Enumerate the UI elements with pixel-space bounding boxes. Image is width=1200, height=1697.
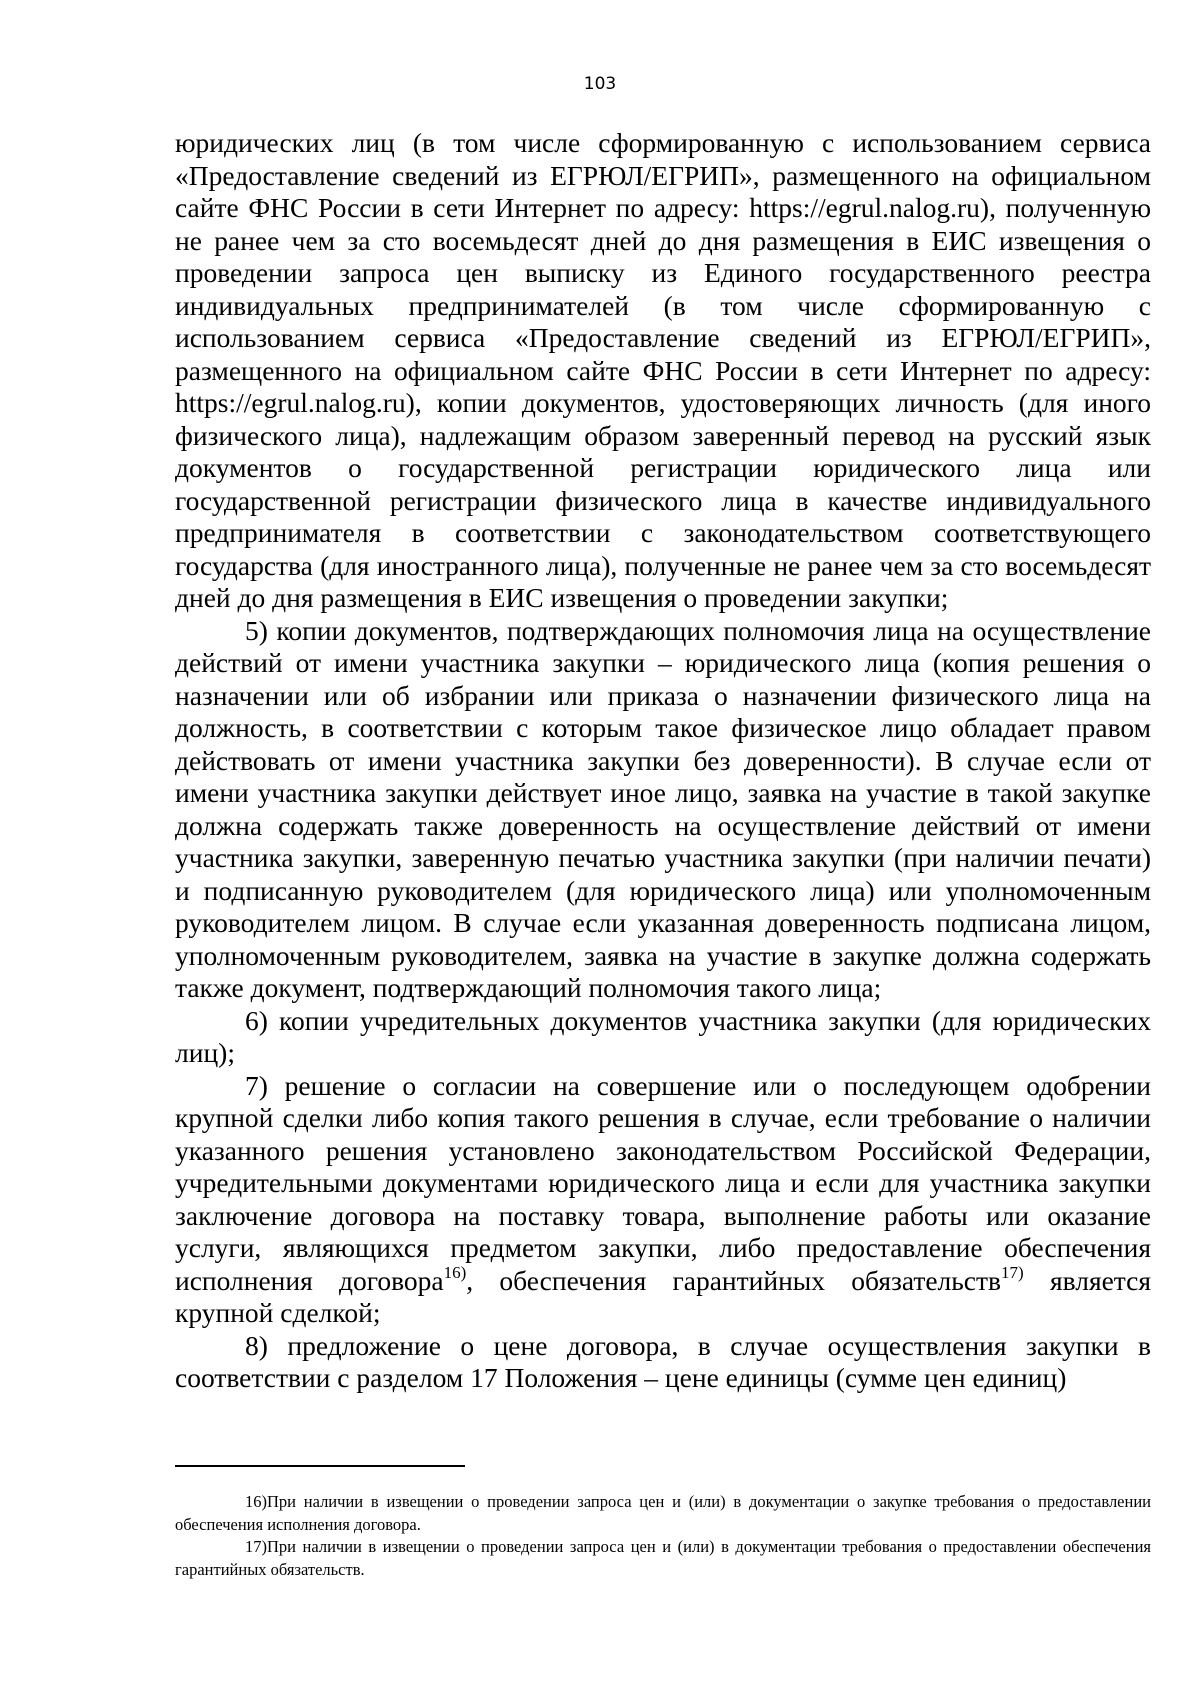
footnotes	[175, 1491, 1151, 1581]
footnote-ref-17[interactable]: 17)	[1001, 1262, 1024, 1282]
document-body	[175, 127, 1151, 1395]
paragraph-item-7	[175, 1070, 1151, 1330]
paragraph-item-7-text: 7) решение о согласии на совершение или о последующем одобрении крупной сделки либо копия такого решения в случае, если требование о наличии указанного решения установлено законодательством Российской Федерации, учредительными документами юридического лица и если для участника закупки заключение договора на поставку товара, выполнение работы или оказание услуги, являющихся предметом закупки, либо предоставление обеспечения исполнения договора	[175, 1069, 1151, 1296]
footnote-separator	[175, 1465, 465, 1467]
paragraph-item-6: 6) копии учредительных документов участника закупки (для юридических лиц);	[175, 1004, 1151, 1068]
paragraph-item-5: 5) копии документов, подтверждающих полномочия лица на осуществление действий от имени участника закупки – юридического лица (копия решения о назначении или об избрании или приказа о назначении физического лица на должность, в соответствии с которым такое физическое лицо обладает правом действовать от имени участника закупки без доверенности). В случае если от имени участника закупки действует иное лицо, заявка на участие в такой закупке должна содержать также доверенность на осуществление действий от имени участника закупки, заверенную печатью участника закупки (при наличии печати) и подписанную руководителем (для юридического лица) или уполномоченным руководителем лицом. В случае если указанная доверенность подписана лицом, уполномоченным руководителем, заявка на участие в закупке должна содержать также документ, подтверждающий полномочия такого лица;	[175, 614, 1151, 1003]
paragraph-item-7-text-cont: , обеспечения гарантийных обязательств	[466, 1264, 1002, 1296]
paragraph-item-7-text-end: является крупной сделкой;	[175, 1264, 1152, 1328]
footnote-16: 16)При наличии в извещении о проведении запроса цен и (или) в документации о закупке требования о предоставлении обеспечения исполнения договора.	[175, 1492, 1151, 1534]
paragraph-item-8: 8) предложение о цене договора, в случае осуществления закупки в соответствии с разделом 17 Положения – цене единицы (сумме цен единиц)	[175, 1329, 1151, 1393]
footnote-ref-16[interactable]: 16)	[443, 1262, 467, 1282]
page-number: 103	[583, 74, 617, 94]
paragraph-continuation: юридических лиц (в том числе сформированную с использованием сервиса «Предоставление сведений из ЕГРЮЛ/ЕГРИП», размещенного на официальном сайте ФНС России в сети Интернет по адресу: https://egrul.nalog.ru), полученную не ранее чем за сто восемьдесят дней до дня размещения в ЕИС извещения о проведении запроса цен выписку из Единого государственного реестра индивидуальных предпринимателей (в том числе сформированную с использованием сервиса «Предоставление сведений из ЕГРЮЛ/ЕГРИП», размещенного на официальном сайте ФНС России в сети Интернет по адресу: https://egrul.nalog.ru), копии документов, удостоверяющих личность (для иного физического лица), надлежащим образом заверенный перевод на русский язык документов о государственной регистрации юридического лица или государственной регистрации физического лица в качестве индивидуального предпринимателя в соответствии с законодательством соответствующего государства (для иностранного лица), полученные не ранее чем за сто восемьдесят дней до дня размещения в ЕИС извещения о проведении закупки;	[175, 127, 1151, 613]
footnote-17: 17)При наличии в извещении о проведении запроса цен и (или) в документации требования о предоставлении обеспечения гарантийных обязательств.	[175, 1537, 1151, 1579]
